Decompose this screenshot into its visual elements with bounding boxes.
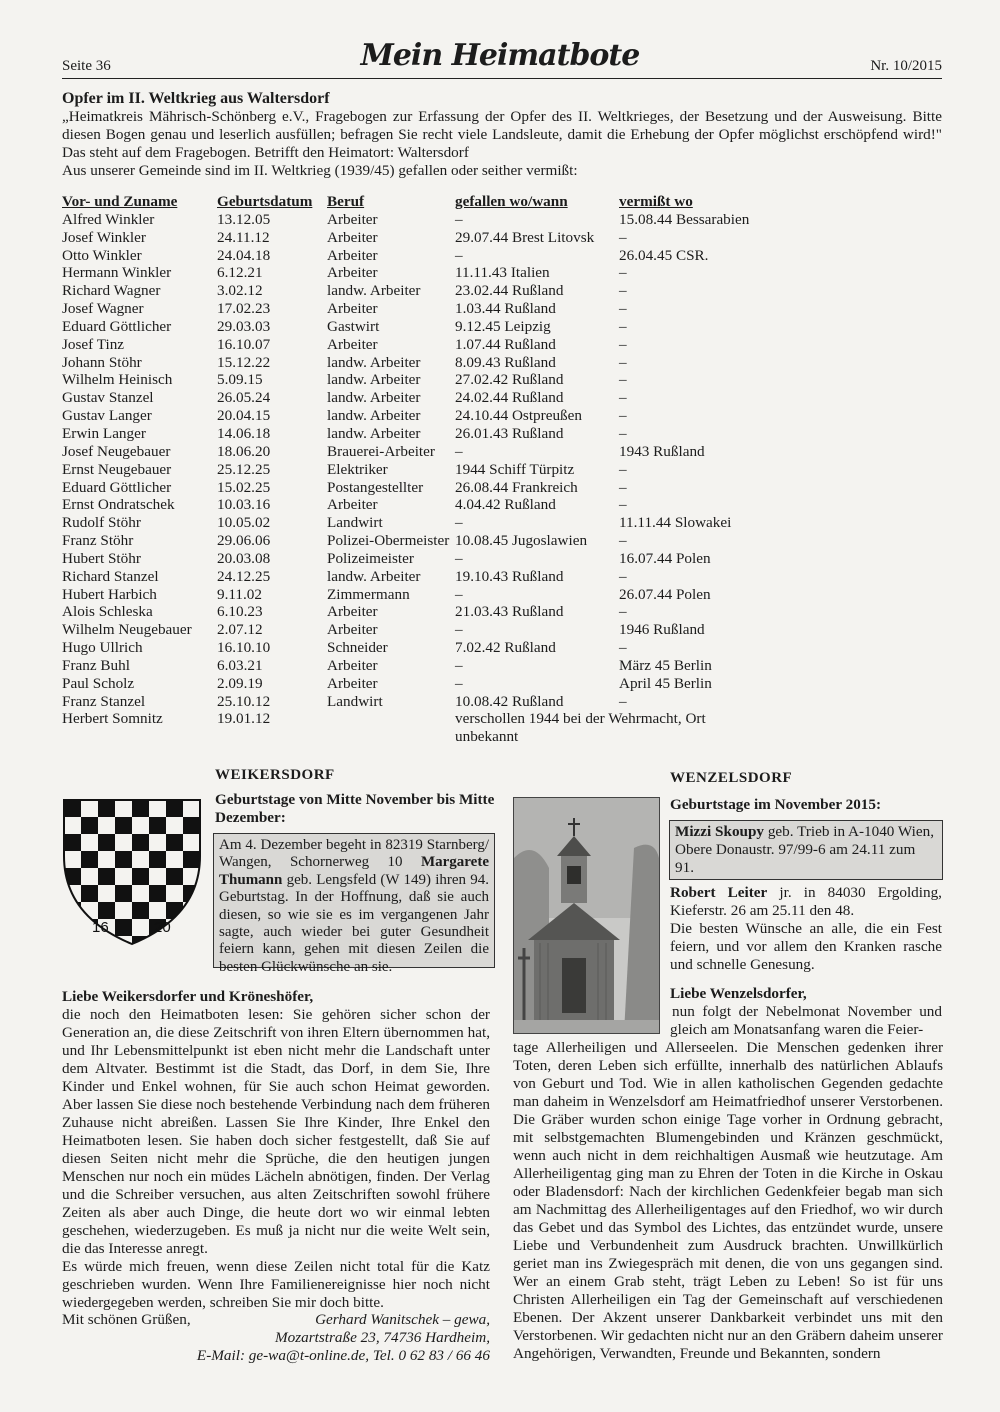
table-row xyxy=(62,282,942,300)
crest-check xyxy=(149,885,166,902)
issue-number: Nr. 10/2015 xyxy=(870,58,942,74)
cell-name: Otto Winkler xyxy=(62,246,142,264)
cell-job: Zimmermann xyxy=(327,585,410,603)
entry-name: Robert Leiter xyxy=(670,884,768,901)
cell-birth: 24.11.12 xyxy=(217,228,270,246)
cell-name: Gustav Stanzel xyxy=(62,389,154,407)
cell-name: Wilhelm Neugebauer xyxy=(62,621,192,639)
weikersdorf-body xyxy=(62,1006,490,1312)
crest-check xyxy=(115,919,132,936)
cell-birth: 6.03.21 xyxy=(217,656,263,674)
crest-check xyxy=(98,868,115,885)
cell-job: Polizei-Obermeister xyxy=(327,532,450,550)
opfer-intro-text: „Heimatkreis Mährisch-Schönberg e.V., Fragebogen zur Erfassung der Opfer des II. Weltkrieges, der Besetzung und der Ausweisung. Bitte diesen Bogen genau und leserlich ausfüllen; befragen Sie recht viele Landsleute, damit die Erhebung der Opfer möglichst erschöpfend wird!" Das steht auf dem Fragebogen. Betrifft den Heimatort: Waltersdorf xyxy=(62,108,942,161)
col-header-birth: Geburtsdatum xyxy=(217,193,313,210)
cell-job: Arbeiter xyxy=(327,335,378,353)
crest-check xyxy=(200,902,202,919)
cell-birth: 3.02.12 xyxy=(217,282,263,300)
cell-fallen: – xyxy=(455,656,463,674)
cell-fallen: 10.08.42 Rußland xyxy=(455,692,564,710)
cell-birth: 20.03.08 xyxy=(217,549,271,567)
table-row xyxy=(62,657,942,675)
cell-birth: 2.07.12 xyxy=(217,621,263,639)
table-row xyxy=(62,496,942,514)
cell-fallen: verschollen 1944 bei der Wehrmacht, Ort unbekannt xyxy=(455,710,706,746)
opfer-title: Opfer im II. Weltkrieg aus Waltersdorf xyxy=(62,90,330,107)
crest-check xyxy=(115,885,132,902)
crest-year-right: 20 xyxy=(154,919,171,936)
cell-fallen: 4.04.42 Rußland xyxy=(455,496,556,514)
cell-job: Arbeiter xyxy=(327,246,378,264)
cell-missing: – xyxy=(619,603,627,621)
wenzelsdorf-entries xyxy=(670,884,942,974)
cell-job: Arbeiter xyxy=(327,496,378,514)
cell-missing: 11.11.44 Slowakei xyxy=(619,514,732,532)
opfer-intro xyxy=(62,108,942,180)
cell-job: landw. Arbeiter xyxy=(327,567,421,585)
cell-fallen: 26.01.43 Rußland xyxy=(455,424,564,442)
cell-fallen: 1.03.44 Rußland xyxy=(455,300,556,318)
crest-year-left: 16 xyxy=(92,919,109,936)
col-header-job: Beruf xyxy=(327,193,365,210)
cell-missing: – xyxy=(619,300,627,318)
box-text: geb. Trieb in A-1040 Wien, Obere Donaustr. 97/99-6 am 24.11 zum 91. xyxy=(675,823,934,876)
cell-fallen: 10.08.45 Jugoslawien xyxy=(455,532,588,550)
cell-birth: 15.02.25 xyxy=(217,478,271,496)
cell-name: Wilhelm Heinisch xyxy=(62,371,173,389)
cell-missing: 1943 Rußland xyxy=(619,442,705,460)
cell-missing: – xyxy=(619,692,627,710)
cell-fallen: 24.02.44 Rußland xyxy=(455,389,564,407)
cell-name: Franz Stöhr xyxy=(62,532,134,550)
cell-job: Postangestellter xyxy=(327,478,424,496)
cell-birth: 5.09.15 xyxy=(217,371,263,389)
cell-birth: 6.10.23 xyxy=(217,603,263,621)
cell-job: Elektriker xyxy=(327,460,388,478)
weikersdorf-paragraph-2: Es würde mich freuen, wenn diese Zeilen nicht total für die Katz geschrieben wurden. Wenn Ihre Familienereignisse hier noch nicht wiedergegeben werden, schreiben Sie mir doch bitte. xyxy=(62,1258,490,1311)
crest-check xyxy=(98,800,115,817)
cell-job: Arbeiter xyxy=(327,621,378,639)
wenzelsdorf-birthday-box xyxy=(669,820,943,880)
crest-check xyxy=(183,851,200,868)
cell-fallen: – xyxy=(455,210,463,228)
crest-check xyxy=(81,851,98,868)
weikersdorf-paragraph-1: die noch den Heimatboten lesen: Sie gehören sicher schon der Generation an, die diese Zeitschrift von ihren Eltern übernommen hat, und Ihr Lebensmittelpunkt ist eben nicht mehr die Landschaft unter dem Altvater. Bestimmt ist die Stadt, das Dorf, in dem Sie, Ihre Kinder und Enkel wohnen, für Sie auch schon Heimat geworden. Aber lassen Sie diese noch bestehende Verbindung nach dem früheren Zuhause nicht abreißen. Lassen Sie Ihre Kinder, Ihre Enkel den Heimatboten lesen. Sie haben doch sicher festgestellt, daß Sie auf diesen Seiten nicht mehr die Sprüche, die den heutigen jungen Menschen nur noch ein müdes Lächeln abnötigen, finden. Der Verlag und die Schreiber versuchen, aus alten Zeitschriften sowohl frühere Zeiten als aber auch Dinge, die heute dort wo wir einmal lebten geschehen, wiederzugeben. Es muß ja nicht nur die weite Welt sein, die das Interesse anregt. xyxy=(62,1006,490,1257)
cell-missing: – xyxy=(619,407,627,425)
crest-check xyxy=(98,834,115,851)
crest-check xyxy=(98,936,115,946)
wenzelsdorf-subtitle: Geburtstage im November 2015: xyxy=(670,796,882,813)
chapel-photo xyxy=(513,797,660,1034)
cell-missing: März 45 Berlin xyxy=(619,656,712,674)
table-row xyxy=(62,461,942,479)
cell-fallen: 27.02.42 Rußland xyxy=(455,371,564,389)
cell-birth: 24.04.18 xyxy=(217,246,271,264)
wenzelsdorf-greeting: Liebe Wenzelsdorfer, xyxy=(670,985,807,1002)
cell-job: Gastwirt xyxy=(327,317,380,335)
cell-birth: 6.12.21 xyxy=(217,264,263,282)
cell-birth: 9.11.02 xyxy=(217,585,262,603)
cell-job: Landwirt xyxy=(327,514,383,532)
cell-missing: – xyxy=(619,639,627,657)
weikersdorf-subtitle: Geburtstage von Mitte November bis Mitte Dezember: xyxy=(215,791,495,826)
cell-birth: 13.12.05 xyxy=(217,210,271,228)
masthead-title: Mein Heimatbote xyxy=(360,38,640,73)
table-row xyxy=(62,407,942,425)
cell-birth: 29.06.06 xyxy=(217,532,271,550)
wenzelsdorf-body xyxy=(513,1039,943,1363)
cell-birth: 29.03.03 xyxy=(217,317,271,335)
cell-name: Eduard Göttlicher xyxy=(62,317,172,335)
casualty-table xyxy=(62,193,942,746)
cell-job: landw. Arbeiter xyxy=(327,282,421,300)
cell-job: landw. Arbeiter xyxy=(327,407,421,425)
cell-fallen: 21.03.43 Rußland xyxy=(455,603,564,621)
cell-missing: – xyxy=(619,335,627,353)
box-name: Mizzi Skoupy xyxy=(675,823,765,840)
cell-birth: 16.10.10 xyxy=(217,639,271,657)
cell-missing: – xyxy=(619,460,627,478)
cell-name: Franz Buhl xyxy=(62,656,130,674)
cell-fallen: – xyxy=(455,514,463,532)
cell-birth: 17.02.23 xyxy=(217,300,271,318)
closing: Mit schönen Grüßen, xyxy=(62,1311,191,1328)
cell-job: landw. Arbeiter xyxy=(327,389,421,407)
weikersdorf-title: WEIKERSDORF xyxy=(215,767,335,783)
cell-fallen: – xyxy=(455,585,463,603)
col-header-fallen: gefallen wo/wann xyxy=(455,193,568,210)
table-row xyxy=(62,247,942,265)
cell-missing: – xyxy=(619,228,627,246)
cell-missing: 15.08.44 Bessarabien xyxy=(619,210,750,228)
cell-job: Landwirt xyxy=(327,692,383,710)
crest-check xyxy=(200,868,202,885)
cell-birth: 15.12.22 xyxy=(217,353,271,371)
crest-check xyxy=(64,936,81,946)
cell-name: Rudolf Stöhr xyxy=(62,514,141,532)
cell-job: Arbeiter xyxy=(327,210,378,228)
wenzelsdorf-title: WENZELSDORF xyxy=(670,770,793,786)
cell-job: Arbeiter xyxy=(327,228,378,246)
cell-fallen: – xyxy=(455,621,463,639)
cell-fallen: 1.07.44 Rußland xyxy=(455,335,556,353)
cell-job: landw. Arbeiter xyxy=(327,371,421,389)
cell-name: Herbert Somnitz xyxy=(62,710,163,728)
cell-name: Josef Tinz xyxy=(62,335,125,353)
cell-name: Ernst Ondratschek xyxy=(62,496,175,514)
cell-name: Richard Stanzel xyxy=(62,567,159,585)
table-row xyxy=(62,550,942,568)
table-row xyxy=(62,336,942,354)
crest-check xyxy=(166,834,183,851)
table-row xyxy=(62,354,942,372)
cell-fallen: 11.11.43 Italien xyxy=(455,264,550,282)
table-row xyxy=(62,300,942,318)
signature-address: Mozartstraße 23, 74736 Hardheim, xyxy=(274,1329,490,1346)
table-row xyxy=(62,532,942,550)
cell-missing: – xyxy=(619,532,627,550)
cell-birth: 19.01.12 xyxy=(217,710,271,728)
cell-birth: 25.10.12 xyxy=(217,692,271,710)
header-rule xyxy=(62,78,942,79)
cell-name: Paul Scholz xyxy=(62,674,135,692)
cell-missing: 16.07.44 Polen xyxy=(619,549,711,567)
cell-birth: 18.06.20 xyxy=(217,442,271,460)
cell-missing: – xyxy=(619,264,627,282)
crest-check xyxy=(81,885,98,902)
crest-check xyxy=(200,936,202,946)
table-row xyxy=(62,693,942,711)
cell-fallen: 9.12.45 Leipzig xyxy=(455,317,551,335)
cell-name: Hubert Harbich xyxy=(62,585,157,603)
crest-check xyxy=(132,834,149,851)
table-row xyxy=(62,443,942,461)
cell-name: Hubert Stöhr xyxy=(62,549,141,567)
opfer-intro-text-2: Aus unserer Gemeinde sind im II. Weltkrieg (1939/45) gefallen oder seither vermißt: xyxy=(62,162,578,179)
cell-fallen: 29.07.44 Brest Litovsk xyxy=(455,228,595,246)
box-text-post: geb. Lengsfeld (W 149) ihren 94. Geburtstag. In der Hoffnung, daß sie auch diesen, so wie sie es im vergangenen Jahr sagte, auch wieder bei guter Gesundheit feiern kann, gehen mit diesen Zeilen die besten Glückwünsche an sie. xyxy=(219,871,489,975)
cell-fallen: – xyxy=(455,442,463,460)
crest-check xyxy=(183,817,200,834)
cell-fallen: 1944 Schiff Türpitz xyxy=(455,460,575,478)
table-row xyxy=(62,621,942,639)
table-row xyxy=(62,318,942,336)
weikersdorf-birthday-box xyxy=(213,833,495,975)
birthday-entry xyxy=(670,884,942,920)
wenzelsdorf-paragraph: tage Allerheiligen und Allerseelen. Die Menschen gedenken ihrer Toten, deren Leben sich erfüllte, innerhalb des natürlichen Ablaufs von Geburt und Tod. Wie in allen katholischen Gegenden gedachte man daheim in Wenzelsdorf am Heimatfriedhof unserer Verstorbenen. Die Gräber wurden schon einige Tage vorher in Ordnung gebracht, mit selbstgemachten Blumengebinden und Kränzen geschmückt, wenn auch nicht in dem reichhaltigen Ausmaß wie heutzutage. Am Allerheiligentag ging man zu Ehren der Toten in die Kirche in Oskau oder Bladensdorf: Nach der kirchlichen Gedenkfeier begab man sich am Nachmittag des Allerheiligentages auf den Friedhof, wo wir durch das Gebet und das Symbol des Lichtes, das entzündet wurde, unsere Liebe und Verbundenheit zum Ausdruck brachten. Unwillkürlich geriet man ins Zwiegespräch mit denen, die von uns gegangen sind. Wer an einem Grab steht, trägt Leben zu Leben! So ist für uns Christen Allerheiligen ein Tag der Gemeinschaft auf verschiedenen Ebenen. Der Akzent unserer Dankbarkeit verbindet uns mit den Verstorbenen. Wir gedachten nicht nur an den Gräbern daheim unserer Angehörigen, Verwandten, Freunde und Bekannten, sondern xyxy=(513,1039,943,1362)
cell-fallen: – xyxy=(455,246,463,264)
table-row xyxy=(62,371,942,389)
cell-name: Josef Wagner xyxy=(62,300,144,318)
box-name: Margarete Thumann xyxy=(219,854,489,888)
cell-birth: 10.05.02 xyxy=(217,514,271,532)
cell-job: Polizeimeister xyxy=(327,549,414,567)
table-header xyxy=(62,193,942,211)
box-text-pre: Am 4. Dezember begeht in 82319 Starnberg/ Wangen, Schornerweg 10 xyxy=(219,837,489,871)
table-row xyxy=(62,603,942,621)
cell-fallen: 8.09.43 Rußland xyxy=(455,353,556,371)
crest-check xyxy=(132,868,149,885)
cell-missing: – xyxy=(619,317,627,335)
cell-name: Erwin Langer xyxy=(62,424,146,442)
cell-missing: 26.07.44 Polen xyxy=(619,585,711,603)
cell-name: Hugo Ullrich xyxy=(62,639,143,657)
wenzelsdorf-intro: nun folgt der Nebelmonat November und gleich am Monatsanfang waren die Feier- xyxy=(670,1003,942,1038)
cell-job: Brauerei-Arbeiter xyxy=(327,442,435,460)
cell-birth: 25.12.25 xyxy=(217,460,271,478)
table-row xyxy=(62,229,942,247)
cell-job: Arbeiter xyxy=(327,264,378,282)
weikersdorf-greeting: Liebe Weikersdorfer und Kröneshöfer, xyxy=(62,988,314,1005)
table-row xyxy=(62,389,942,407)
table-row xyxy=(62,479,942,497)
weikersdorf-crest-icon xyxy=(62,796,202,946)
crest-check xyxy=(64,834,81,851)
table-row xyxy=(62,586,942,604)
crest-check xyxy=(64,800,81,817)
table-row xyxy=(62,264,942,282)
cell-name: Alfred Winkler xyxy=(62,210,155,228)
cell-missing: 26.04.45 CSR. xyxy=(619,246,709,264)
cell-job: landw. Arbeiter xyxy=(327,353,421,371)
cell-name: Eduard Göttlicher xyxy=(62,478,172,496)
crest-check xyxy=(132,800,149,817)
cell-job: Arbeiter xyxy=(327,656,378,674)
cell-missing: – xyxy=(619,371,627,389)
crest-check xyxy=(132,902,149,919)
table-row xyxy=(62,514,942,532)
table-row xyxy=(62,211,942,229)
cell-name: Richard Wagner xyxy=(62,282,161,300)
crest-check xyxy=(98,902,115,919)
col-header-missing: vermißt wo xyxy=(619,193,693,210)
crest-check xyxy=(166,800,183,817)
signature-name: Gerhard Wanitschek – gewa, xyxy=(315,1311,490,1328)
table-row xyxy=(62,425,942,443)
crest-check xyxy=(115,851,132,868)
cell-birth: 10.03.16 xyxy=(217,496,271,514)
cell-missing: – xyxy=(619,478,627,496)
cell-fallen: 26.08.44 Frankreich xyxy=(455,478,578,496)
signature-contact: E-Mail: ge-wa@t-online.de, Tel. 0 62 83 / 66 46 xyxy=(196,1347,490,1364)
crest-check xyxy=(115,817,132,834)
cell-job: Arbeiter xyxy=(327,674,378,692)
cell-missing: 1946 Rußland xyxy=(619,621,705,639)
crest-check xyxy=(149,851,166,868)
cell-missing: – xyxy=(619,567,627,585)
cell-birth: 26.05.24 xyxy=(217,389,271,407)
cell-name: Gustav Langer xyxy=(62,407,152,425)
cell-fallen: – xyxy=(455,674,463,692)
cell-job: landw. Arbeiter xyxy=(327,424,421,442)
cell-birth: 14.06.18 xyxy=(217,424,271,442)
table-row xyxy=(62,675,942,693)
cell-name: Josef Neugebauer xyxy=(62,442,171,460)
cell-job: Schneider xyxy=(327,639,388,657)
cell-job: Arbeiter xyxy=(327,603,378,621)
crest-check xyxy=(166,936,183,946)
entry-text: jr. in 84030 Ergolding, Kieferstr. 26 am 25.11 den 48. xyxy=(670,884,942,919)
cell-name: Hermann Winkler xyxy=(62,264,172,282)
col-header-name: Vor- und Zuname xyxy=(62,193,178,210)
crest-check xyxy=(149,817,166,834)
cell-name: Alois Schleska xyxy=(62,603,153,621)
cell-name: Josef Winkler xyxy=(62,228,146,246)
cell-missing: – xyxy=(619,389,627,407)
cell-name: Johann Stöhr xyxy=(62,353,142,371)
cell-fallen: – xyxy=(455,549,463,567)
cell-name: Ernst Neugebauer xyxy=(62,460,172,478)
cell-birth: 24.12.25 xyxy=(217,567,271,585)
crest-check xyxy=(166,868,183,885)
cell-fallen: 23.02.44 Rußland xyxy=(455,282,564,300)
table-row-last xyxy=(62,710,942,746)
cell-fallen: 7.02.42 Rußland xyxy=(455,639,556,657)
cell-birth: 20.04.15 xyxy=(217,407,271,425)
wishes-text: Die besten Wünsche an alle, die ein Fest feiern, und vor allem den Kranken rasche und schnelle Genesung. xyxy=(670,920,942,973)
table-row xyxy=(62,639,942,657)
cell-birth: 16.10.07 xyxy=(217,335,271,353)
crest-check xyxy=(183,919,200,936)
table-row xyxy=(62,568,942,586)
cell-fallen: 24.10.44 Ostpreußen xyxy=(455,407,582,425)
cell-missing: – xyxy=(619,496,627,514)
cell-birth: 2.09.19 xyxy=(217,674,263,692)
cell-missing: – xyxy=(619,282,627,300)
cell-job: Arbeiter xyxy=(327,300,378,318)
cell-missing: – xyxy=(619,424,627,442)
table-body xyxy=(62,211,942,711)
cell-fallen: 19.10.43 Rußland xyxy=(455,567,564,585)
cell-missing: April 45 Berlin xyxy=(619,674,712,692)
cell-name: Franz Stanzel xyxy=(62,692,146,710)
cell-missing: – xyxy=(619,353,627,371)
crest-check xyxy=(81,817,98,834)
page-number: Seite 36 xyxy=(62,58,111,74)
